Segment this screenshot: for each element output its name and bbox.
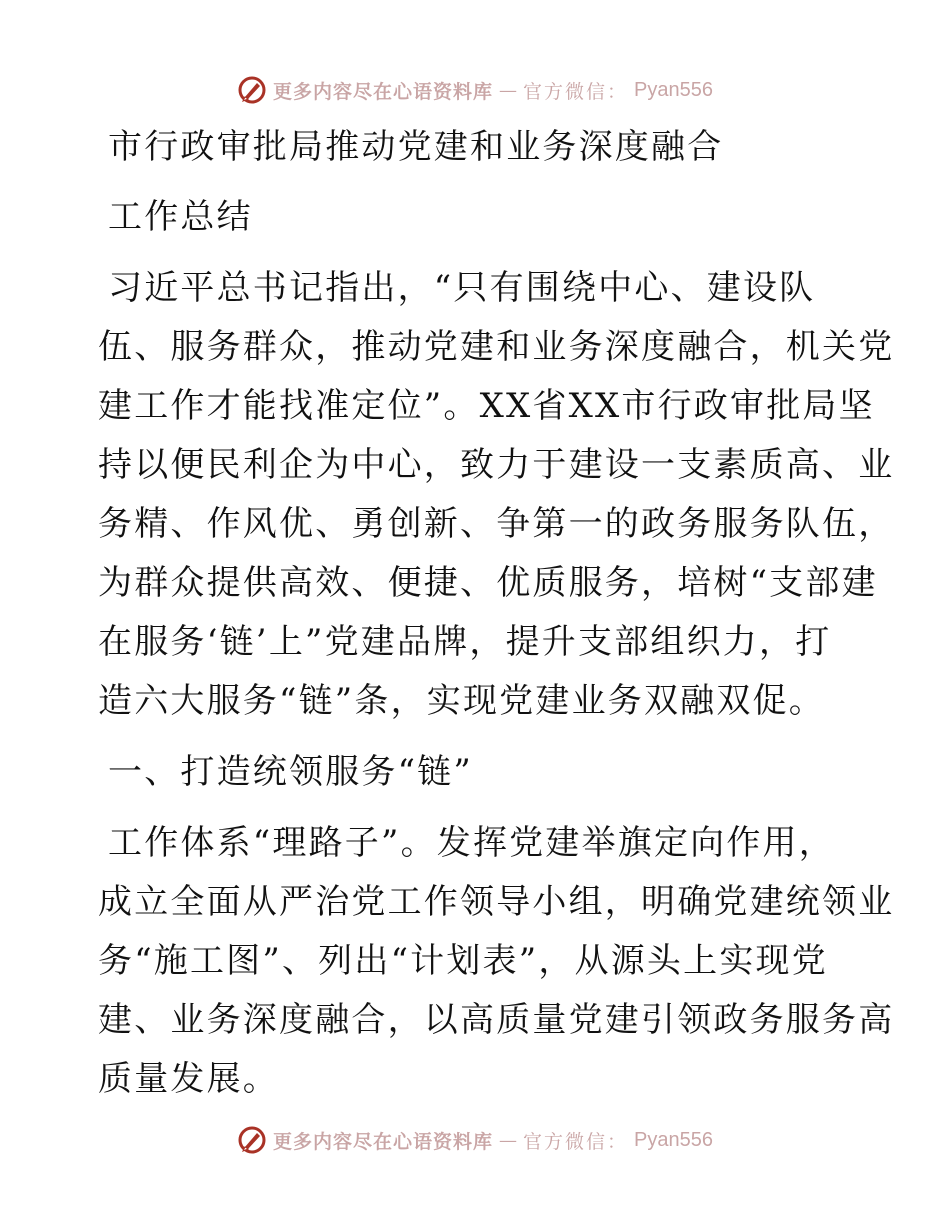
document-title-line-1: 市行政审批局推动党建和业务深度融合 — [108, 127, 724, 167]
paragraph-line: 工作体系“理路子”。发挥党建举旗定向作用， — [108, 823, 835, 863]
paragraph-intro — [98, 259, 895, 731]
section-heading-1: 一、打造统领服务“链” — [108, 752, 473, 792]
paragraph-line: 务精、作风优、勇创新、争第一的政务服务队伍， — [98, 504, 895, 544]
pen-logo-icon — [237, 1125, 267, 1155]
paragraph-line: 质量发展。 — [98, 1059, 279, 1099]
document-title-line-2: 工作总结 — [108, 197, 253, 237]
watermark-official-label: 官方微信： — [523, 1130, 629, 1153]
watermark-official-label: 官方微信： — [523, 80, 629, 103]
pen-logo-icon — [237, 75, 267, 105]
paragraph-line: 伍、服务群众，推动党建和业务深度融合，机关党 — [98, 327, 895, 367]
paragraph-line: 建工作才能找准定位”。XX省XX市行政审批局坚 — [98, 386, 875, 426]
watermark-dash: — — [499, 79, 518, 101]
paragraph-line: 务“施工图”、列出“计划表”，从源头上实现党 — [98, 941, 828, 981]
watermark-brand-text: 更多内容尽在心语资料库 — [273, 1130, 494, 1153]
paragraph-section-1 — [98, 814, 895, 1109]
watermark-wechat-id: Pyan556 — [634, 1128, 713, 1151]
paragraph-line: 建、业务深度融合，以高质量党建引领政务服务高 — [98, 1000, 895, 1040]
watermark-dash: — — [499, 1129, 518, 1151]
bottom-watermark-banner — [0, 1120, 950, 1160]
paragraph-line: 造六大服务“链”条，实现党建业务双融双促。 — [98, 681, 825, 721]
paragraph-line: 成立全面从严治党工作领导小组，明确党建统领业 — [98, 882, 895, 922]
paragraph-line: 习近平总书记指出，“只有围绕中心、建设队 — [108, 268, 816, 308]
watermark-wechat-id: Pyan556 — [634, 78, 713, 101]
paragraph-line: 在服务‘链’上”党建品牌，提升支部组织力，打 — [98, 622, 832, 662]
document-body — [98, 120, 895, 1109]
top-watermark-banner — [0, 70, 950, 110]
watermark-brand-text: 更多内容尽在心语资料库 — [273, 80, 494, 103]
paragraph-line: 持以便民利企为中心，致力于建设一支素质高、业 — [98, 445, 895, 485]
paragraph-line: 为群众提供高效、便捷、优质服务，培树“支部建 — [98, 563, 878, 603]
